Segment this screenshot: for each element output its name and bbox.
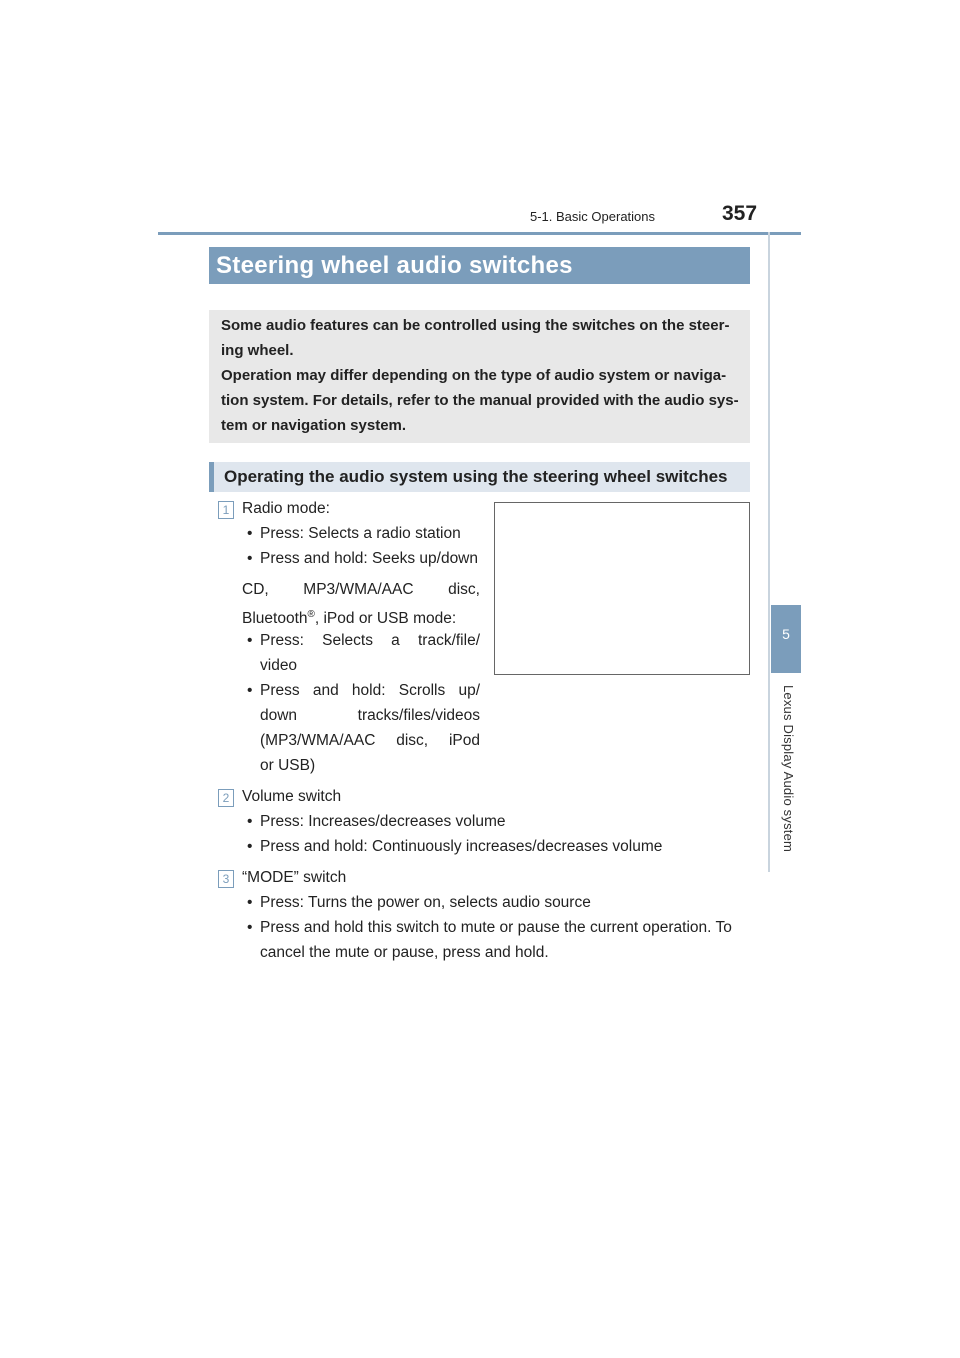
intro-line: tem or navigation system. (221, 417, 407, 434)
steering-switch-illustration (494, 502, 750, 675)
intro-box (209, 310, 750, 443)
bluetooth-text: Bluetooth (242, 610, 308, 628)
bullet-symbol: • (247, 550, 253, 567)
item-number-badge: 2 (218, 789, 234, 807)
header-divider (158, 232, 801, 235)
registered-mark: ® (307, 609, 315, 620)
bullet-symbol: • (247, 838, 253, 855)
media-mode-text: , iPod or USB mode: (314, 610, 457, 628)
bullet-symbol: • (247, 813, 253, 830)
media-hold-bullet: or USB) (260, 757, 316, 774)
section-header: 5-1. Basic Operations (530, 209, 656, 224)
media-hold-bullet: (MP3/WMA/AAC disc, iPod (260, 732, 480, 749)
radio-bullet: Press and hold: Seeks up/down (260, 550, 478, 567)
volume-bullet: Press: Increases/decreases volume (260, 813, 506, 830)
intro-line: ing wheel. (221, 342, 294, 359)
section-subtitle: Operating the audio system using the steering wheel switches (209, 462, 750, 492)
media-press-bullet: video (260, 657, 298, 674)
media-hold-bullet: down tracks/files/videos (260, 707, 480, 724)
page-title: Steering wheel audio switches (209, 247, 750, 284)
media-hold-bullet: Press and hold: Scrolls up/ (260, 682, 480, 699)
intro-line: Some audio features can be controlled using the switches on the steer- (221, 317, 730, 334)
bullet-symbol: • (247, 632, 253, 649)
bullet-symbol: • (247, 682, 253, 699)
mode-bullet: Press and hold this switch to mute or pause the current operation. To (260, 919, 732, 936)
side-divider (768, 232, 770, 872)
bullet-symbol: • (247, 894, 253, 911)
bullet-symbol: • (247, 919, 253, 936)
chapter-number: 5 (782, 626, 790, 642)
intro-line: Operation may differ depending on the type of audio system or naviga- (221, 367, 727, 384)
bullet-symbol: • (247, 525, 253, 542)
page-number: 357 (722, 202, 758, 225)
media-press-bullet: Press: Selects a track/file/ (260, 632, 480, 649)
radio-mode-heading: Radio mode: (242, 500, 330, 517)
intro-line: tion system. For details, refer to the manual provided with the audio sys- (221, 392, 739, 409)
media-mode-line: CD, MP3/WMA/AAC disc, (242, 581, 480, 598)
mode-switch-heading: “MODE” switch (242, 869, 347, 886)
item-number-badge: 1 (218, 501, 234, 519)
volume-bullet: Press and hold: Continuously increases/decreases volume (260, 838, 663, 855)
radio-bullet: Press: Selects a radio station (260, 525, 461, 542)
mode-bullet: cancel the mute or pause, press and hold. (260, 944, 549, 961)
chapter-title: Lexus Display Audio system (781, 685, 796, 853)
media-mode-line (242, 602, 456, 631)
item-number-badge: 3 (218, 870, 234, 888)
volume-switch-heading: Volume switch (242, 788, 342, 805)
mode-bullet: Press: Turns the power on, selects audio source (260, 894, 591, 911)
